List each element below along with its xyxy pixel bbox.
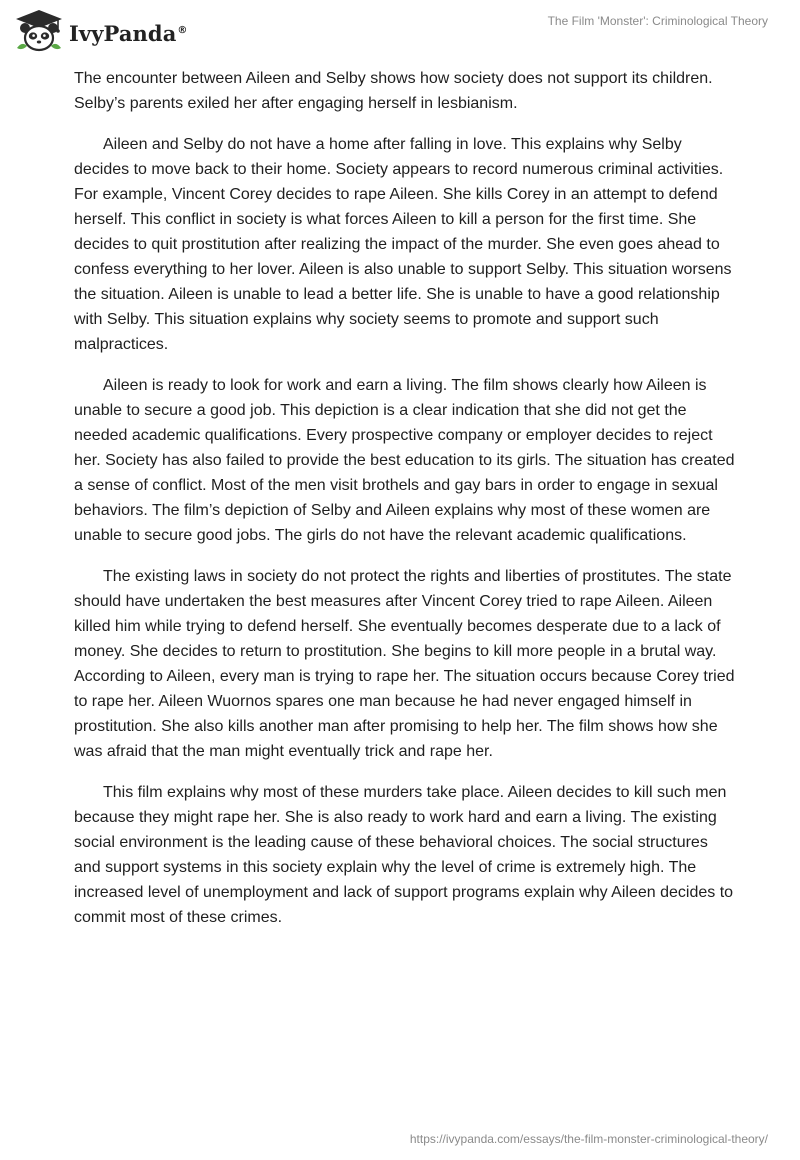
document-title: The Film 'Monster': Criminological Theory xyxy=(547,14,768,28)
page-header xyxy=(0,0,800,60)
paragraph: The existing laws in society do not protect the rights and liberties of prostitutes. The state should have undertaken the best measures after Vincent Corey tried to rape Aileen. Aileen killed him while trying to defend herself. She eventually becomes desperate due to a lack of money. She decides to return to prostitution. She begins to kill more people in a brutal way. According to Aileen, every man is trying to rape her. The situation occurs because Corey tried to rape her. Aileen Wuornos spares one man because he had never engaged himself in prostitution. She also kills another man after promising to help her. The film shows how she was afraid that the man might eventually trick and rape her. xyxy=(74,568,735,760)
registered-mark: ® xyxy=(177,24,188,36)
source-url-link[interactable]: https://ivypanda.com/essays/the-film-monster-criminological-theory/ xyxy=(409,1132,768,1146)
brand-logo[interactable] xyxy=(14,8,188,54)
essay-body xyxy=(74,66,738,946)
paragraph: The encounter between Aileen and Selby shows how society does not support its children. Selby’s parents exiled her after engaging herself in lesbianism. xyxy=(74,70,713,112)
paragraph: Aileen and Selby do not have a home after falling in love. This explains why Selby decides to move back to their home. Society appears to record numerous criminal activities. For example, Vincent Corey decides to rape Aileen. She kills Corey in an attempt to defend herself. This conflict in society is what forces Aileen to kill a person for the first time. She decides to quit prostitution after realizing the impact of the murder. She even goes ahead to confess everything to her lover. Aileen is also unable to support Selby. This situation worsens the situation. Aileen is unable to lead a better life. She is unable to have a good relationship with Selby. This situation explains why society seems to promote and support such malpractices. xyxy=(74,136,732,353)
paragraph: This film explains why most of these murders take place. Aileen decides to kill such men because they might rape her. She is also ready to work hard and earn a living. The existing social environment is the leading cause of these behavioral choices. The social structures and support systems in this society explain why the level of crime is extremely high. The increased level of unemployment and lack of support programs explain why Aileen decides to commit most of these crimes. xyxy=(74,784,734,926)
panda-graduation-cap-icon xyxy=(14,8,64,54)
paragraph: Aileen is ready to look for work and earn a living. The film shows clearly how Aileen is unable to secure a good job. This depiction is a clear indication that she did not get the needed academic qualifications. Every prospective company or employer decides to reject her. Society has also failed to provide the best education to its girls. The situation has created a sense of conflict. Most of the men visit brothels and gay bars in order to engage in sexual behaviors. The film’s depiction of Selby and Aileen explains why most of these women are unable to secure good jobs. The girls do not have the relevant academic qualifications. xyxy=(74,377,735,544)
brand-name: IvyPanda® xyxy=(69,20,188,46)
